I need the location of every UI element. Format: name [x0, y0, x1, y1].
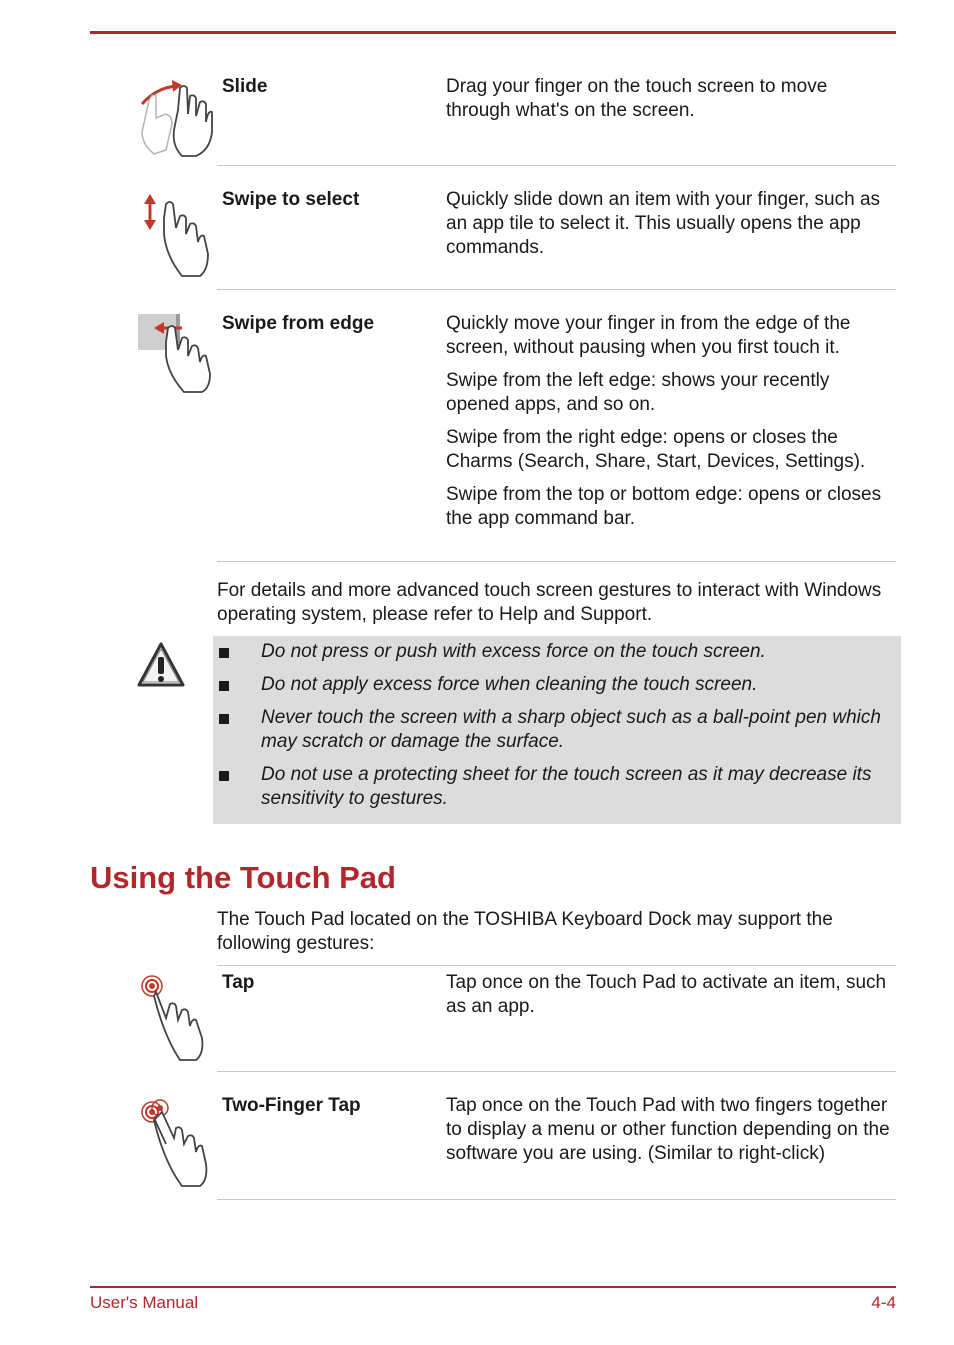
- details-paragraph: For details and more advanced touch screen gestures to interact with Windows operating system, please refer to Help and Support.: [217, 580, 882, 625]
- row-separator: [217, 1071, 896, 1072]
- gesture-term-tap: Tap: [222, 972, 255, 993]
- bullet-square-icon: [219, 771, 229, 781]
- gesture-desc-line: Tap once on the Touch Pad with two fingers together to display a menu or other function depending on the software you are using. (Similar to right-click): [446, 1095, 890, 1164]
- bullet-square-icon: [219, 714, 229, 724]
- gesture-term-swipe-edge: Swipe from edge: [222, 313, 375, 334]
- footer-rule: [90, 1286, 896, 1288]
- slide-gesture-icon: [136, 74, 216, 158]
- gesture-desc-slide: [446, 75, 896, 132]
- page-number: 4-4: [871, 1293, 896, 1312]
- gesture-desc-line: Swipe from the top or bottom edge: opens or closes the app command bar.: [446, 484, 882, 529]
- gesture-desc-swipe-select: [446, 188, 896, 269]
- warning-triangle-icon: [136, 641, 186, 689]
- gesture-term-swipe-select: Swipe to select: [222, 189, 360, 210]
- gesture-desc-line: Drag your finger on the touch screen to move through what's on the screen.: [446, 76, 828, 121]
- header-rule: [90, 31, 896, 34]
- row-separator: [217, 561, 896, 562]
- gesture-desc-two-finger-tap: [446, 1094, 896, 1175]
- caution-item: Do not press or push with excess force on the touch screen.: [213, 640, 901, 664]
- bullet-square-icon: [219, 648, 229, 658]
- gesture-desc-line: Swipe from the left edge: shows your recently opened apps, and so on.: [446, 370, 830, 415]
- touchpad-intro: The Touch Pad located on the TOSHIBA Keyboard Dock may support the following gestures:: [217, 909, 833, 954]
- caution-box: [213, 636, 901, 824]
- row-separator: [217, 289, 896, 290]
- row-separator: [217, 165, 896, 166]
- gesture-desc-line: Tap once on the Touch Pad to activate an item, such as an app.: [446, 972, 887, 1017]
- swipe-select-gesture-icon: [136, 194, 216, 278]
- section-heading: Using the Touch Pad: [90, 860, 396, 895]
- tap-gesture-icon: [136, 974, 216, 1062]
- row-separator: [217, 965, 896, 966]
- caution-item: Never touch the screen with a sharp object such as a ball-point pen which may scratch or damage the surface.: [213, 706, 901, 754]
- gesture-term-two-finger-tap: Two-Finger Tap: [222, 1095, 361, 1116]
- gesture-desc-tap: [446, 971, 896, 1028]
- caution-list: [213, 640, 901, 820]
- gesture-desc-line: Swipe from the right edge: opens or closes the Charms (Search, Share, Start, Devices, Settings).: [446, 427, 866, 472]
- gesture-term-slide: Slide: [222, 76, 268, 97]
- caution-item: Do not use a protecting sheet for the touch screen as it may decrease its sensitivity to gestures.: [213, 763, 901, 811]
- caution-item: Do not apply excess force when cleaning the touch screen.: [213, 673, 901, 697]
- bullet-square-icon: [219, 681, 229, 691]
- two-finger-tap-gesture-icon: [136, 1098, 216, 1190]
- footer-title: User's Manual: [90, 1293, 199, 1312]
- gesture-desc-swipe-edge: [446, 312, 896, 540]
- gesture-desc-line: Quickly move your finger in from the edge of the screen, without pausing when you first touch it.: [446, 313, 851, 358]
- gesture-desc-line: Quickly slide down an item with your finger, such as an app tile to select it. This usually opens the app commands.: [446, 189, 881, 258]
- row-separator: [217, 1199, 896, 1200]
- swipe-edge-gesture-icon: [136, 312, 216, 394]
